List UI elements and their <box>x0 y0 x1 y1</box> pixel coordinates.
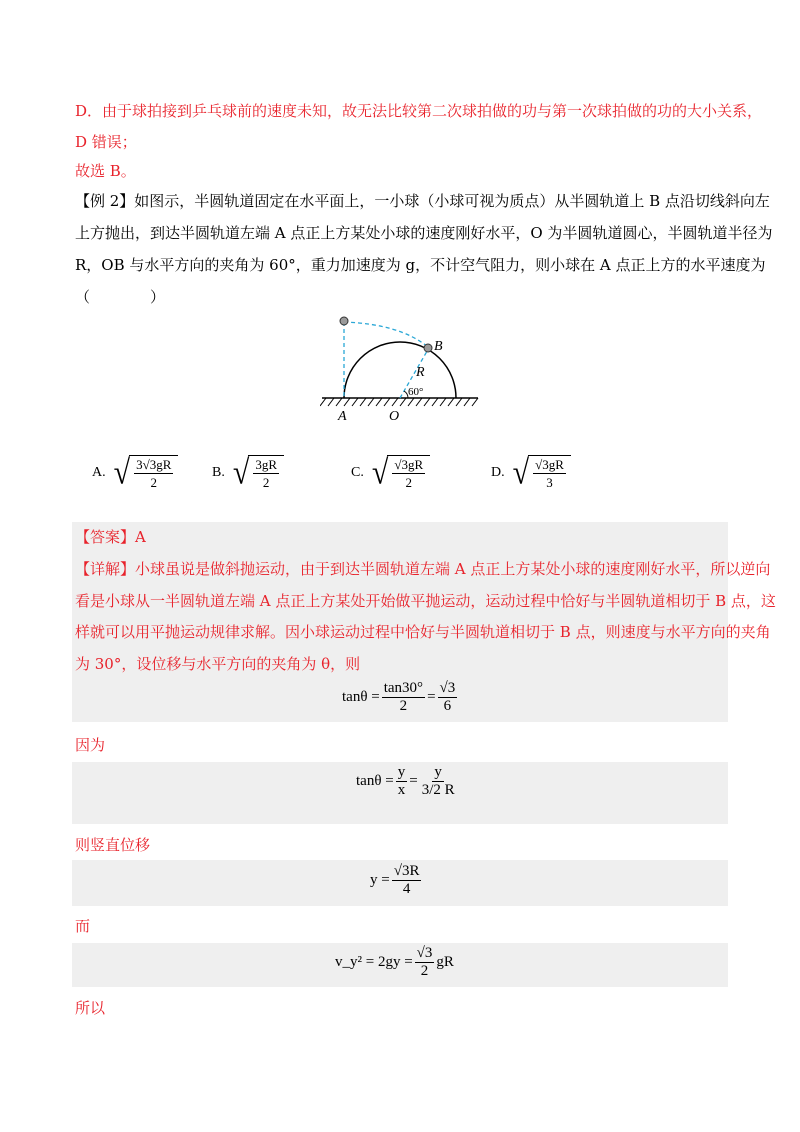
eq2-f2-num: y <box>434 764 442 780</box>
option-d-letter: D. <box>491 465 505 480</box>
semicircle-track-figure <box>320 310 490 430</box>
answer-label: 【答案】A <box>75 528 146 546</box>
eq2-f2-den: 3/2 R <box>421 782 455 798</box>
equation-4 <box>335 945 454 980</box>
so-text: 所以 <box>75 999 106 1017</box>
detail-line1: 【详解】小球虽说是做斜抛运动，由于到达半圆轨道左端 A 点正上方某处小球的速度刚好水平，所以逆向 <box>75 560 771 578</box>
option-c-num: √3gR <box>394 457 424 472</box>
detail-line2: 看是小球从一半圆轨道左端 A 点正上方某处开始做平抛运动，运动过程中恰好与半圆轨道相切于 B 点，这 <box>75 592 776 610</box>
eq2-lhs: tanθ = <box>356 773 394 789</box>
eq3-f-num: √3R <box>393 863 420 879</box>
label-b: B <box>434 339 443 354</box>
eq3-f-den: 4 <box>402 881 411 897</box>
vertical-displacement-text: 则竖直位移 <box>75 836 151 854</box>
eq1-f2-num: √3 <box>439 680 456 696</box>
option-d-den: 3 <box>546 475 553 490</box>
option-b-letter: B. <box>212 465 225 480</box>
option-a-letter: A. <box>92 465 106 480</box>
answer-paren: （ ） <box>75 288 166 306</box>
option-c-den: 2 <box>405 475 412 490</box>
eq2-f1-den: x <box>397 782 406 798</box>
option-a-expression: √ $\frac{3√3gR}{2}$ <box>114 455 179 491</box>
example-line1: 【例 2】如图示，半圆轨道固定在水平面上，一小球（小球可视为质点）从半圆轨道上 B 点沿切线斜向左 <box>75 192 770 210</box>
because-text: 因为 <box>75 736 106 754</box>
option-c-expression: √ $\frac{√3gR}{2}$ <box>372 455 430 491</box>
eq4-lhs: v_y² = 2gy = <box>335 954 413 970</box>
option-d-num: √3gR <box>535 457 564 472</box>
detail-line3: 样就可以用平抛运动规律求解。因小球运动过程中恰好与半圆轨道相切于 B 点，则速度与水平方向的夹角 <box>75 623 771 641</box>
eq1-lhs: tanθ = <box>342 689 380 705</box>
option-a-den: 2 <box>150 475 157 490</box>
example-line3: R，OB 与水平方向的夹角为 60°，重力加速度为 g，不计空气阻力，则小球在 A 点正上方的水平速度为 <box>75 256 766 274</box>
label-r: R <box>416 365 425 380</box>
option-d-explanation-line1: D．由于球拍接到乒乓球前的速度未知，故无法比较第二次球拍做的功与第一次球拍做的功的大小关系， <box>75 102 763 120</box>
option-d[interactable] <box>491 455 571 491</box>
label-o: O <box>389 409 400 424</box>
detail-line4: 为 30°，设位移与水平方向的夹角为 θ，则 <box>75 655 361 673</box>
option-c[interactable] <box>351 455 430 491</box>
label-angle: 60° <box>408 386 424 398</box>
option-b-num: 3gR <box>255 457 277 472</box>
eq2-f1-num: y <box>397 764 406 780</box>
option-b-expression: √ $\frac{3gR}{2}$ <box>233 455 284 491</box>
option-d-explanation-line2: D 错误； <box>75 133 137 151</box>
option-b-den: 2 <box>262 475 270 490</box>
eq1-f1-num: tan30° <box>383 680 424 696</box>
equation-1: tanθ = $\frac{\tan 30^\circ}{2}$ = $\frac{√3}{6}$ <box>342 680 456 714</box>
ball-at-b <box>424 344 432 352</box>
example-line2: 上方抛出，到达半圆轨道左端 A 点正上方某处小球的速度刚好水平，O 为半圆轨道圆心，半圆轨道半径为 <box>75 224 773 242</box>
option-a-num: 3√3gR <box>136 457 172 472</box>
option-d-expression: √ $\frac{√3gR}{3}$ <box>513 455 571 491</box>
eq4-rhs: gR <box>436 954 454 970</box>
eq4-f-num: √3 <box>416 945 433 961</box>
option-c-letter: C. <box>351 465 364 480</box>
and-text: 而 <box>75 917 91 935</box>
equation-3 <box>370 863 423 898</box>
eq3-lhs: y = <box>370 872 390 888</box>
eq1-f2-den: 6 <box>443 698 452 714</box>
eq4-f-den: 2 <box>420 963 429 979</box>
eq1-f1-den: 2 <box>399 698 408 714</box>
ground-hatching <box>320 398 478 406</box>
label-a: A <box>338 409 347 424</box>
ball-top <box>340 317 348 325</box>
equation-2: tanθ = $\frac{y}{x}$ = $\frac{y}{3/2 R}$ <box>356 764 455 798</box>
option-b[interactable] <box>212 455 284 491</box>
option-a[interactable] <box>92 455 178 491</box>
choose-b-text: 故选 B。 <box>75 162 136 180</box>
